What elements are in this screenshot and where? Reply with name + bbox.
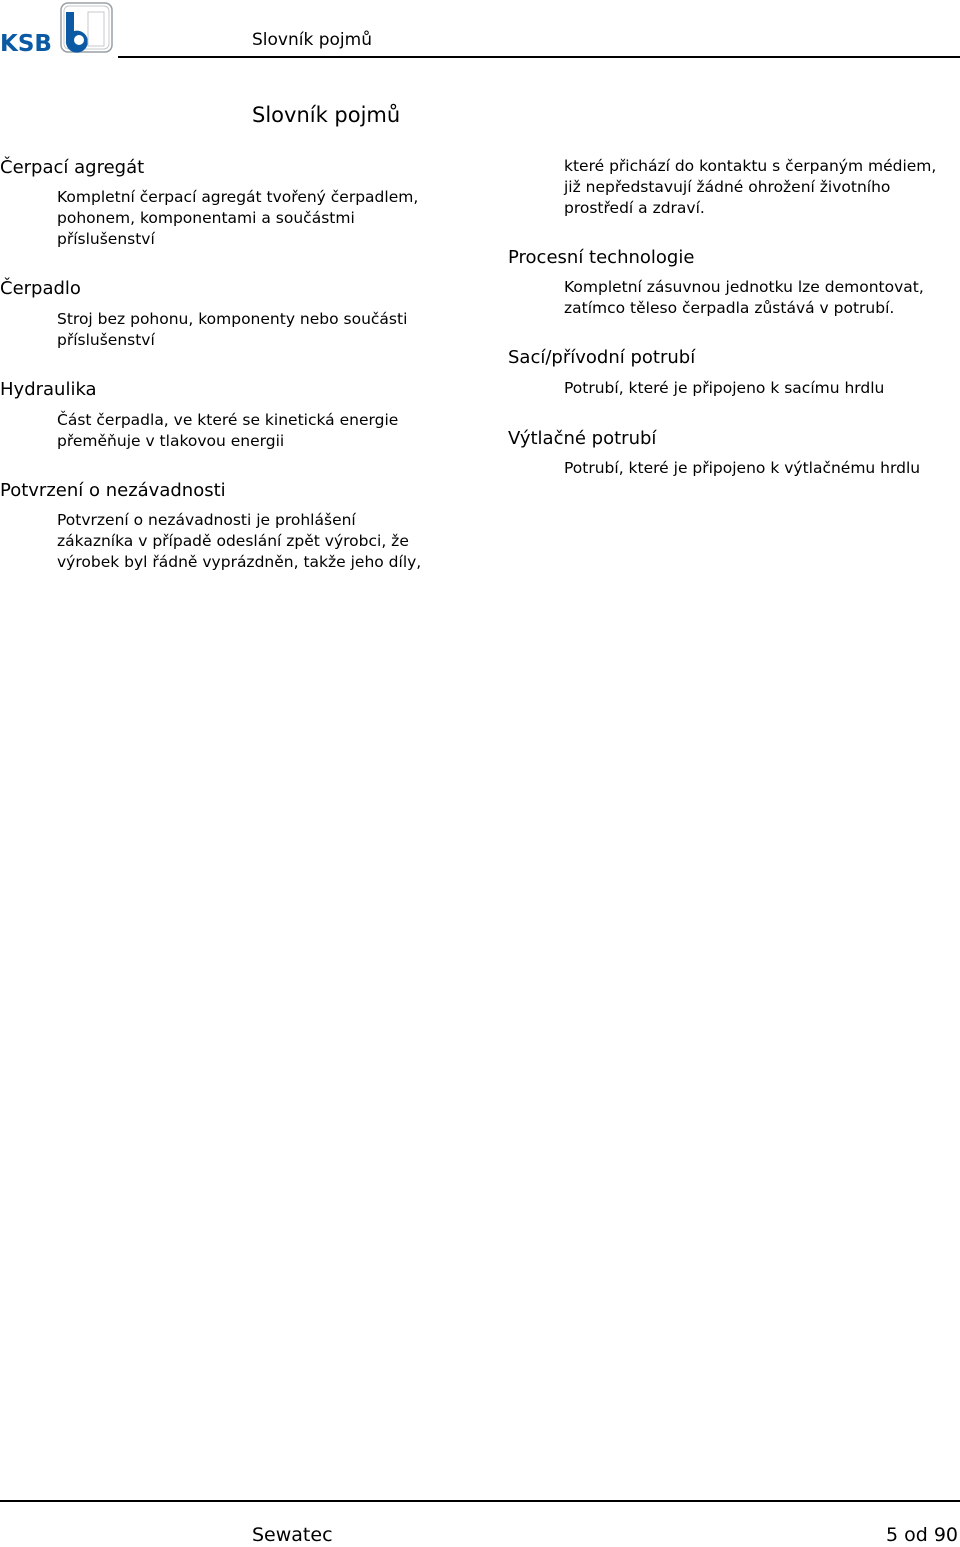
- definition-cerpaci-agregat: [57, 187, 418, 250]
- footer-product-name: Sewatec: [252, 1524, 333, 1546]
- page-title: Slovník pojmů: [252, 103, 401, 127]
- definition-line: prostředí a zdraví.: [564, 199, 705, 217]
- definition-cerpadlo: [57, 309, 407, 351]
- definition-potvrzeni-o-nezavadnosti: [57, 510, 421, 573]
- definition-line: Potrubí, které je připojeno k sacímu hrdlu: [564, 379, 885, 397]
- term-procesni-technologie: Procesní technologie: [508, 247, 695, 268]
- term-cerpadlo: Čerpadlo: [0, 278, 81, 299]
- definition-line: zatímco těleso čerpadla zůstává v potrubí.: [564, 299, 895, 317]
- definition-line: zákazníka v případě odeslání zpět výrobci, že: [57, 532, 409, 550]
- term-potvrzeni-o-nezavadnosti: Potvrzení o nezávadnosti: [0, 480, 226, 501]
- definition-line: Potrubí, které je připojeno k výtlačnému hrdlu: [564, 459, 921, 477]
- definition-line: pohonem, komponentami a součástmi: [57, 209, 355, 227]
- definition-saci-privodni-potrubi: [564, 378, 884, 399]
- definition-line: které přichází do kontaktu s čerpaným médiem,: [564, 157, 937, 175]
- header-title: Slovník pojmů: [252, 30, 372, 50]
- definition-line: Část čerpadla, ve které se kinetická energie: [57, 411, 399, 429]
- term-cerpaci-agregat: Čerpací agregát: [0, 157, 145, 178]
- footer-divider: [0, 1500, 960, 1502]
- ksb-logo-graphic: [0, 2, 114, 54]
- definition-line: výrobek byl řádně vyprázdněn, takže jeho díly,: [57, 553, 422, 571]
- definition-line: přeměňuje v tlakovou energii: [57, 432, 285, 450]
- definition-line: Kompletní čerpací agregát tvořený čerpadlem,: [57, 188, 419, 206]
- ksb-logo-wordmark: KSB: [0, 31, 52, 54]
- definition-line: Potvrzení o nezávadnosti je prohlášení: [57, 511, 356, 529]
- definition-line: příslušenství: [57, 230, 155, 248]
- header-divider: [118, 56, 960, 58]
- term-hydraulika: Hydraulika: [0, 379, 97, 400]
- definition-line: Kompletní zásuvnou jednotku lze demontovat,: [564, 278, 924, 296]
- ksb-logo: [0, 2, 114, 54]
- definition-line: příslušenství: [57, 331, 155, 349]
- term-saci-privodni-potrubi: Sací/přívodní potrubí: [508, 347, 696, 368]
- definition-line: Stroj bez pohonu, komponenty nebo součásti: [57, 310, 408, 328]
- definition-procesni-technologie: [564, 277, 924, 319]
- term-vytlacne-potrubi: Výtlačné potrubí: [508, 428, 657, 449]
- definition-continuation: [564, 156, 936, 219]
- definition-vytlacne-potrubi: [564, 458, 920, 479]
- definition-line: již nepředstavují žádné ohrožení životního: [564, 178, 891, 196]
- page-number: 5 od 90: [885, 1524, 958, 1546]
- definition-hydraulika: [57, 410, 398, 452]
